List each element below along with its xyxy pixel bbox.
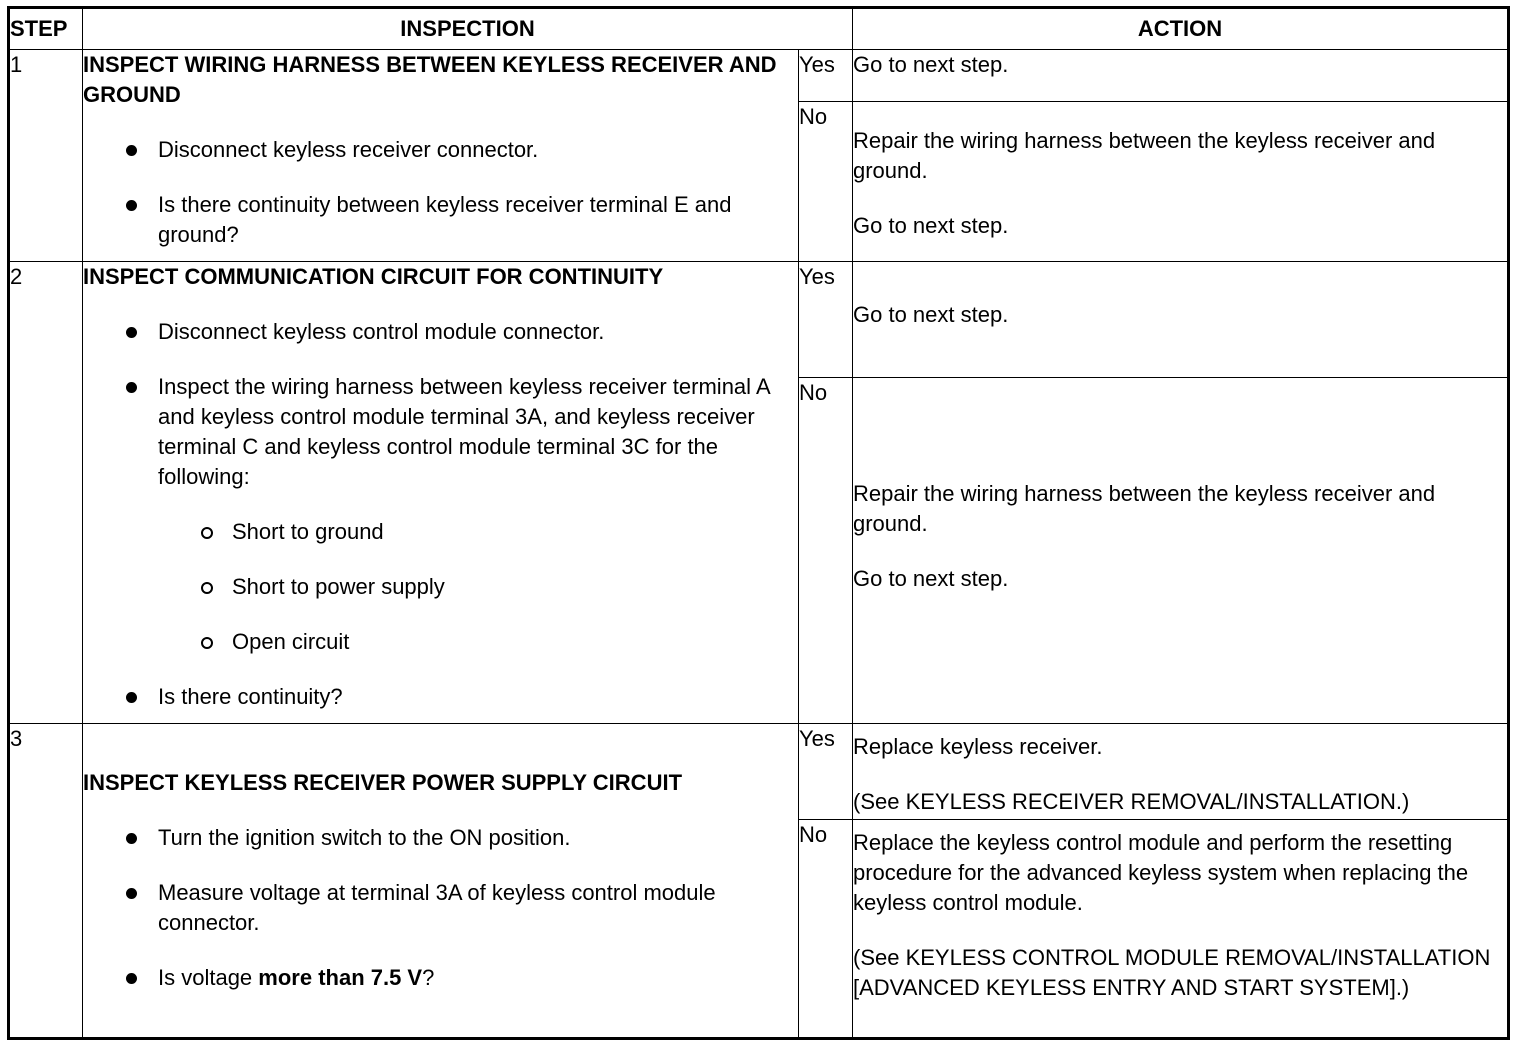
bullet-list bbox=[83, 317, 798, 712]
step-number: 1 bbox=[9, 50, 83, 262]
step-1-inspection bbox=[83, 50, 799, 262]
inspection-column-header: INSPECTION bbox=[83, 8, 853, 50]
step-2-inspection bbox=[83, 262, 799, 724]
action-text: Replace keyless receiver. bbox=[853, 734, 1103, 759]
header-row bbox=[9, 8, 1509, 50]
step-number: 3 bbox=[9, 724, 83, 1039]
sub-bullet-item: Open circuit bbox=[83, 627, 798, 657]
no-label: No bbox=[799, 820, 853, 1039]
yes-action bbox=[853, 262, 1509, 378]
step-3-inspection bbox=[83, 724, 799, 1039]
step-3-yes-row bbox=[9, 724, 1509, 820]
action-text: (See KEYLESS RECEIVER REMOVAL/INSTALLATION.) bbox=[853, 789, 1410, 814]
no-label: No bbox=[799, 102, 853, 262]
action-text: Go to next step. bbox=[853, 566, 1009, 591]
action-text: Repair the wiring harness between the keyless receiver and ground. bbox=[853, 128, 1436, 183]
bullet-list bbox=[83, 823, 798, 993]
bullet-text: Inspect the wiring harness between keyless receiver terminal A and keyless control module terminal 3A, and keyless receiver terminal C and keyless control module terminal 3C for the following: bbox=[158, 374, 770, 489]
bullet-item: Disconnect keyless receiver connector. bbox=[83, 135, 798, 165]
sub-bullet-list bbox=[158, 517, 798, 657]
bullet-item: Measure voltage at terminal 3A of keyless control module connector. bbox=[83, 878, 798, 938]
bullet-item: Is there continuity? bbox=[83, 682, 798, 712]
step-1-yes-row bbox=[9, 50, 1509, 102]
step-2-yes-row bbox=[9, 262, 1509, 378]
action-text: Go to next step. bbox=[853, 52, 1009, 77]
bullet-item: Is there continuity between keyless receiver terminal E and ground? bbox=[83, 190, 798, 250]
bullet-text-post: ? bbox=[422, 965, 435, 990]
action-text: (See KEYLESS CONTROL MODULE REMOVAL/INSTALLATION [ADVANCED KEYLESS ENTRY AND START SYSTEM].) bbox=[853, 945, 1491, 1000]
action-text: Go to next step. bbox=[853, 301, 1009, 327]
no-action bbox=[853, 378, 1509, 724]
yes-action bbox=[853, 724, 1509, 820]
no-action bbox=[853, 820, 1509, 1039]
yes-action bbox=[853, 50, 1509, 102]
bullet-text-bold: more than 7.5 V bbox=[258, 965, 423, 990]
bullet-item bbox=[83, 963, 798, 993]
action-column-header: ACTION bbox=[853, 8, 1509, 50]
step-column-header: STEP bbox=[9, 8, 83, 50]
sub-bullet-item: Short to power supply bbox=[83, 572, 798, 602]
action-text: Replace the keyless control module and perform the resetting procedure for the advanced keyless system when replacing the keyless control module. bbox=[853, 830, 1469, 915]
bullet-list bbox=[83, 135, 798, 250]
bullet-item bbox=[83, 372, 798, 657]
no-action bbox=[853, 102, 1509, 262]
action-text: Repair the wiring harness between the keyless receiver and ground. bbox=[853, 481, 1436, 536]
no-label: No bbox=[799, 378, 853, 724]
action-text: Go to next step. bbox=[853, 213, 1009, 238]
yes-label: Yes bbox=[799, 724, 853, 820]
inspection-title: INSPECT COMMUNICATION CIRCUIT FOR CONTINUITY bbox=[83, 264, 664, 289]
bullet-item: Turn the ignition switch to the ON position. bbox=[83, 823, 798, 853]
diagnostic-table bbox=[7, 6, 1510, 1040]
sub-bullet-item: Short to ground bbox=[83, 517, 798, 547]
inspection-title: INSPECT WIRING HARNESS BETWEEN KEYLESS RECEIVER AND GROUND bbox=[83, 52, 777, 107]
yes-label: Yes bbox=[799, 50, 853, 102]
yes-label: Yes bbox=[799, 262, 853, 378]
step-number: 2 bbox=[9, 262, 83, 724]
bullet-item: Disconnect keyless control module connector. bbox=[83, 317, 798, 347]
bullet-text-pre: Is voltage bbox=[158, 965, 259, 990]
inspection-title: INSPECT KEYLESS RECEIVER POWER SUPPLY CIRCUIT bbox=[83, 770, 683, 795]
